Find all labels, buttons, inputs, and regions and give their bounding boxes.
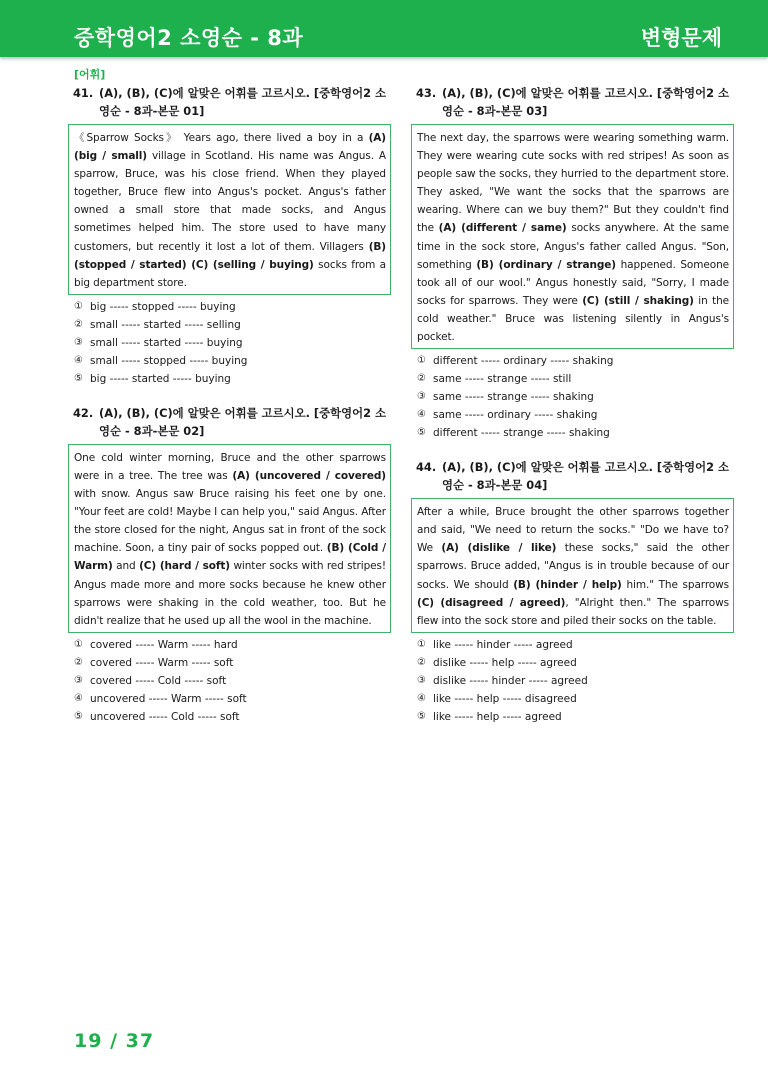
option-text: covered ----- Warm ----- soft <box>90 656 234 669</box>
passage-text: socks from a big department store. <box>74 258 386 289</box>
option-text: big ----- started ----- buying <box>90 372 231 385</box>
option-marker: ④ <box>74 692 83 704</box>
header-title: 중학영어2 소영순 - 8과 <box>74 26 304 50</box>
passage-text: winter socks with red stripes! Angus made more and more socks because he knew other sparrows were shaking in the cold weather, too. But he didn't realize that he used up all the wool in the machine. <box>74 560 386 627</box>
answer-option[interactable] <box>417 708 734 726</box>
answer-option[interactable] <box>417 654 734 672</box>
passage-box <box>68 444 391 633</box>
passage-box <box>68 124 391 295</box>
passage-text: and <box>112 560 140 573</box>
vocab-choice: (A) (different / same) <box>438 222 567 235</box>
question-heading <box>411 84 734 120</box>
answer-option[interactable] <box>74 636 391 654</box>
answer-options <box>68 298 391 388</box>
page-header <box>0 0 768 57</box>
option-marker: ① <box>74 300 83 312</box>
option-text: covered ----- Cold ----- soft <box>90 674 227 687</box>
passage-text: happened. Someone took all of our wool." Angus honestly said, "Sorry, I made socks for sparrows. They were <box>417 258 729 307</box>
answer-options <box>411 636 734 726</box>
option-text: dislike ----- hinder ----- agreed <box>433 674 588 687</box>
answer-option[interactable] <box>74 672 391 690</box>
answer-option[interactable] <box>74 708 391 726</box>
passage-text: him." The sparrows <box>621 578 729 591</box>
page-separator: / <box>110 1030 119 1052</box>
option-marker: ③ <box>417 391 426 403</box>
page-number <box>74 1030 154 1052</box>
option-marker: ⑤ <box>417 710 426 722</box>
vocab-choice: (A) (uncovered / covered) <box>232 469 386 482</box>
option-marker: ① <box>74 638 83 650</box>
option-marker: ① <box>417 355 426 367</box>
question-text: (A), (B), (C)에 알맞은 어휘를 고르시오. [중학영어2 소영순 - 8과-본문 04] <box>442 460 730 493</box>
option-marker: ③ <box>74 336 83 348</box>
answer-option[interactable] <box>74 316 391 334</box>
option-text: like ----- help ----- agreed <box>433 710 562 723</box>
question-text: (A), (B), (C)에 알맞은 어휘를 고르시오. [중학영어2 소영순 - 8과-본문 03] <box>442 86 730 118</box>
answer-option[interactable] <box>417 388 734 406</box>
answer-option[interactable] <box>74 654 391 672</box>
question-text: (A), (B), (C)에 알맞은 어휘를 고르시오. [중학영어2 소영순 - 8과-본문 01] <box>99 86 387 118</box>
option-text: big ----- stopped ----- buying <box>90 300 236 313</box>
answer-option[interactable] <box>417 672 734 690</box>
passage-text: in the cold weather." Bruce was listening silently in Angus's pocket. <box>417 294 729 344</box>
section-tag: [어휘] <box>74 68 106 81</box>
passage-text: , "Alright then." The sparrows flew into the sock store and piled their socks on the table. <box>417 596 729 627</box>
vocab-choice: (C) (hard / soft) <box>139 560 230 573</box>
passage-text: village in Scotland. His name was Angus. A sparrow, Bruce, was his close friend. When they played together, Bruce flew into Angus's pocket. Angus's father owned a small store that made socks, and Angus sometimes helped him. The store used to have many customers, but recently it lost a lot of them. Villagers <box>74 150 386 253</box>
option-marker: ⑤ <box>417 427 426 439</box>
option-text: different ----- strange ----- shaking <box>433 427 610 440</box>
vocab-choice: (B) (ordinary / strange) <box>476 258 616 271</box>
vocab-choice: (B) (hinder / help) <box>513 578 622 591</box>
option-text: small ----- started ----- selling <box>90 318 241 331</box>
question-heading <box>68 84 391 120</box>
answer-option[interactable] <box>417 370 734 388</box>
option-text: uncovered ----- Warm ----- soft <box>90 692 247 705</box>
vocab-choice: (B) (stopped / started) (C) (selling / buying) <box>74 240 386 271</box>
answer-options <box>68 636 391 726</box>
answer-option[interactable] <box>74 298 391 316</box>
option-text: dislike ----- help ----- agreed <box>433 656 577 669</box>
option-marker: ④ <box>417 692 426 704</box>
option-marker: ③ <box>74 674 83 686</box>
header-category: 변형문제 <box>640 26 722 50</box>
option-text: different ----- ordinary ----- shaking <box>433 355 614 368</box>
answer-option[interactable] <box>417 406 734 424</box>
option-text: same ----- strange ----- shaking <box>433 391 594 404</box>
question-number: 44. <box>416 460 437 475</box>
option-text: small ----- started ----- buying <box>90 336 243 349</box>
option-text: like ----- help ----- disagreed <box>433 692 577 705</box>
vocab-choice: (A) (dislike / like) <box>441 542 557 555</box>
answer-option[interactable] <box>74 370 391 388</box>
answer-option[interactable] <box>417 424 734 442</box>
question-block <box>68 404 391 726</box>
question-heading <box>411 458 734 494</box>
question-block <box>68 84 391 388</box>
option-marker: ② <box>74 318 83 330</box>
passage-text: with snow. Angus saw Bruce raising his feet one by one. "Your feet are cold! Maybe I can help you," said Angus. After the store closed for the night, Angus sat in front of the sock machine. Soon, a tiny pair of socks popped out. <box>74 488 386 555</box>
option-text: small ----- stopped ----- buying <box>90 354 248 367</box>
question-number: 42. <box>73 405 94 420</box>
passage-text: these socks," said the other sparrows. Bruce added, "Angus is in trouble because of our socks. We should <box>417 542 730 591</box>
option-marker: ③ <box>417 674 426 686</box>
vocab-choice: (A) (big / small) <box>74 132 386 163</box>
option-marker: ⑤ <box>74 372 83 384</box>
option-marker: ④ <box>417 409 426 421</box>
answer-option[interactable] <box>417 352 734 370</box>
total-pages: 37 <box>125 1030 155 1052</box>
question-text: (A), (B), (C)에 알맞은 어휘를 고르시오. [중학영어2 소영순 - 8과-본문 02] <box>99 405 387 438</box>
answer-option[interactable] <box>74 334 391 352</box>
option-text: like ----- hinder ----- agreed <box>433 638 573 651</box>
passage-text: The next day, the sparrows were wearing something warm. They were wearing cute socks with red stripes! As soon as people saw the socks, they hurried to the department store. They asked, "We want the socks that the sparrows are wearing. Where can we buy them?" But they couldn't find the <box>417 132 729 235</box>
option-text: same ----- strange ----- still <box>433 373 572 386</box>
vocab-choice: (C) (disagreed / agreed) <box>417 596 566 609</box>
left-column <box>68 84 391 742</box>
passage-box <box>411 124 734 349</box>
passage-text: After a while, Bruce brought the other sparrows together and said, "We need to return the socks." "Do we have to? We <box>417 506 729 555</box>
option-text: uncovered ----- Cold ----- soft <box>90 710 240 723</box>
question-block <box>411 458 734 726</box>
answer-option[interactable] <box>74 690 391 708</box>
answer-option[interactable] <box>417 690 734 708</box>
vocab-choice: (C) (still / shaking) <box>582 294 694 307</box>
passage-text: 《Sparrow Socks》 Years ago, there lived a boy in a <box>74 132 369 144</box>
question-heading <box>68 404 391 440</box>
passage-box <box>411 498 734 633</box>
option-text: same ----- ordinary ----- shaking <box>433 409 598 422</box>
option-marker: ② <box>417 656 426 668</box>
vocab-choice: (B) (Cold / Warm) <box>74 542 386 573</box>
option-marker: ② <box>74 656 83 668</box>
current-page: 19 <box>74 1030 103 1052</box>
answer-option[interactable] <box>417 636 734 654</box>
passage-text: socks anywhere. At the same time in the sock store, Angus's father called Angus. "Son, something <box>417 222 730 271</box>
question-number: 43. <box>416 86 437 100</box>
answer-options <box>411 352 734 442</box>
question-block <box>411 84 734 442</box>
option-marker: ⑤ <box>74 710 83 722</box>
question-number: 41. <box>73 86 94 100</box>
passage-text: One cold winter morning, Bruce and the other sparrows were in a tree. The tree was <box>74 451 386 482</box>
option-marker: ④ <box>74 354 83 366</box>
option-text: covered ----- Warm ----- hard <box>90 638 238 651</box>
answer-option[interactable] <box>74 352 391 370</box>
option-marker: ② <box>417 373 426 385</box>
right-column <box>411 84 734 742</box>
option-marker: ① <box>417 638 426 650</box>
